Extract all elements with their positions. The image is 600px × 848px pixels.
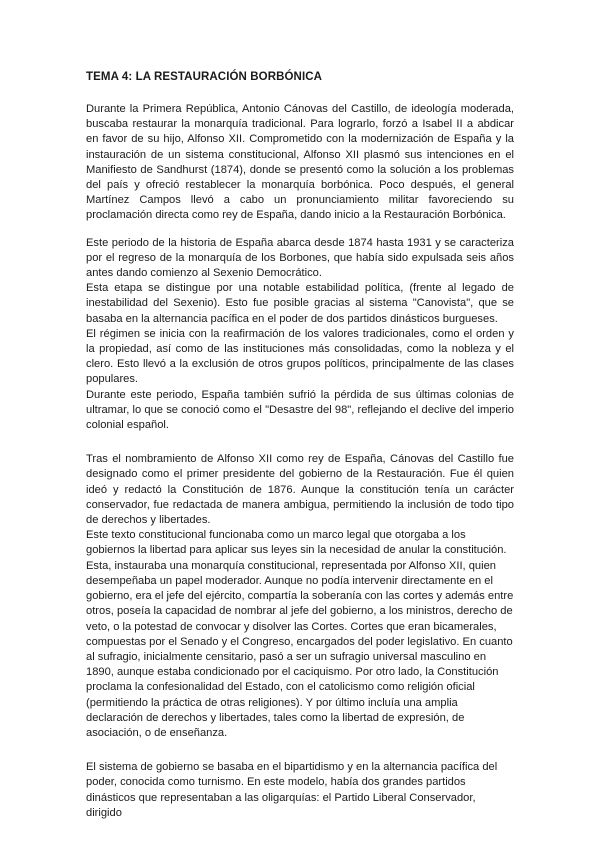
paragraph-constitution: Tras el nombramiento de Alfonso XII como rey de España, Cánovas del Castillo fue designado como el primer presidente del gobierno de la Restauración. Fue él quien ideó y redactó la Constitución de 1876. Aunque la constitución tenía un carácter conservador, fue redactada de manera ambigua, permitiendo la inclusión de todo tipo de derechos y libertades. <box>86 453 514 527</box>
paragraph-colonies: Durante este periodo, España también sufrió la pérdida de sus últimas colonias de ultramar, lo que se conoció como el "Desastre del 98", reflejando el declive del imperio colonial español. <box>86 388 514 432</box>
paragraph-government-system: El sistema de gobierno se basaba en el bipartidismo y en la alternancia pacífica del poder, conocida como turnismo. En este modelo, había dos grandes partidos dinásticos que representaban a las oligarquías: el Partido Liberal Conservador, dirigido <box>86 761 498 819</box>
page-title: TEMA 4: LA RESTAURACIÓN BORBÓNICA <box>86 71 323 83</box>
paragraph-regime: El régimen se inicia con la reafirmación de los valores tradicionales, como el orden y la propiedad, así como de las instituciones más consolidadas, como la nobleza y el clero. Esto llevó a la exclusión de otros grupos políticos, principalmente de las clases populares. <box>86 327 514 386</box>
paragraph-period: Este periodo de la historia de España abarca desde 1874 hasta 1931 y se caracteriza por el regreso de la monarquía de los Borbones, que había sido expulsada seis años antes dando comienzo al Sexenio Democrático. <box>86 236 514 280</box>
paragraph-constitutional-text: Este texto constitucional funcionaba como un marco legal que otorgaba a los gobiernos la libertad para aplicar sus leyes sin la necesidad de anular la constitución. Esta, instauraba una monarquía constitucional, representada por Alfonso XII, quien desempeñaba un papel moderador. Aunque no podía intervenir directamente en el gobierno, era el jefe del ejército, compartía la soberanía con las cortes y además entre otros, poseía la capacidad de nombrar al jefe del gobierno, a los ministros, derecho de veto, o la potestad de convocar y disolver las Cortes. Cortes que eran bicamerales, compuestas por el Senado y el Congreso, encargados del poder legislativo. En cuanto al sufragio, inicialmente censitario, pasó a ser un sufragio universal masculino en 1890, aunque estaba condicionado por el caciquismo. Por otro lado, la Constitución proclama la confesionalidad del Estado, con el catolicismo como religión oficial (permitiendo la práctica de otras religiones). Y por último incluía una amplia declaración de derechos y libertades, tales como la libertad de expresión, de asociación, o de enseñanza. <box>86 529 514 739</box>
paragraph-stability: Esta etapa se distingue por una notable estabilidad política, (frente al legado de inestabilidad del Sexenio). Esto fue posible gracias al sistema "Canovista", que se basaba en la alternancia pacífica en el poder de dos partidos dinásticos burgueses. <box>86 282 514 325</box>
paragraph-intro: Durante la Primera República, Antonio Cánovas del Castillo, de ideología moderada, buscaba restaurar la monarquía tradicional. Para lograrlo, forzó a Isabel II a abdicar en favor de su hijo, Alfonso XII. Comprometido con la modernización de España y la instauración de un sistema constitucional, Alfonso XII plasmó sus intenciones en el Manifiesto de Sandhurst (1874), donde se presentó como la solución a los problemas del país y ofreció restablecer la monarquía borbónica. Poco después, el general Martínez Campos llevó a cabo un pronunciamiento militar favoreciendo su proclamación directa como rey de España, dando inicio a la Restauración Borbónica. <box>86 103 514 222</box>
